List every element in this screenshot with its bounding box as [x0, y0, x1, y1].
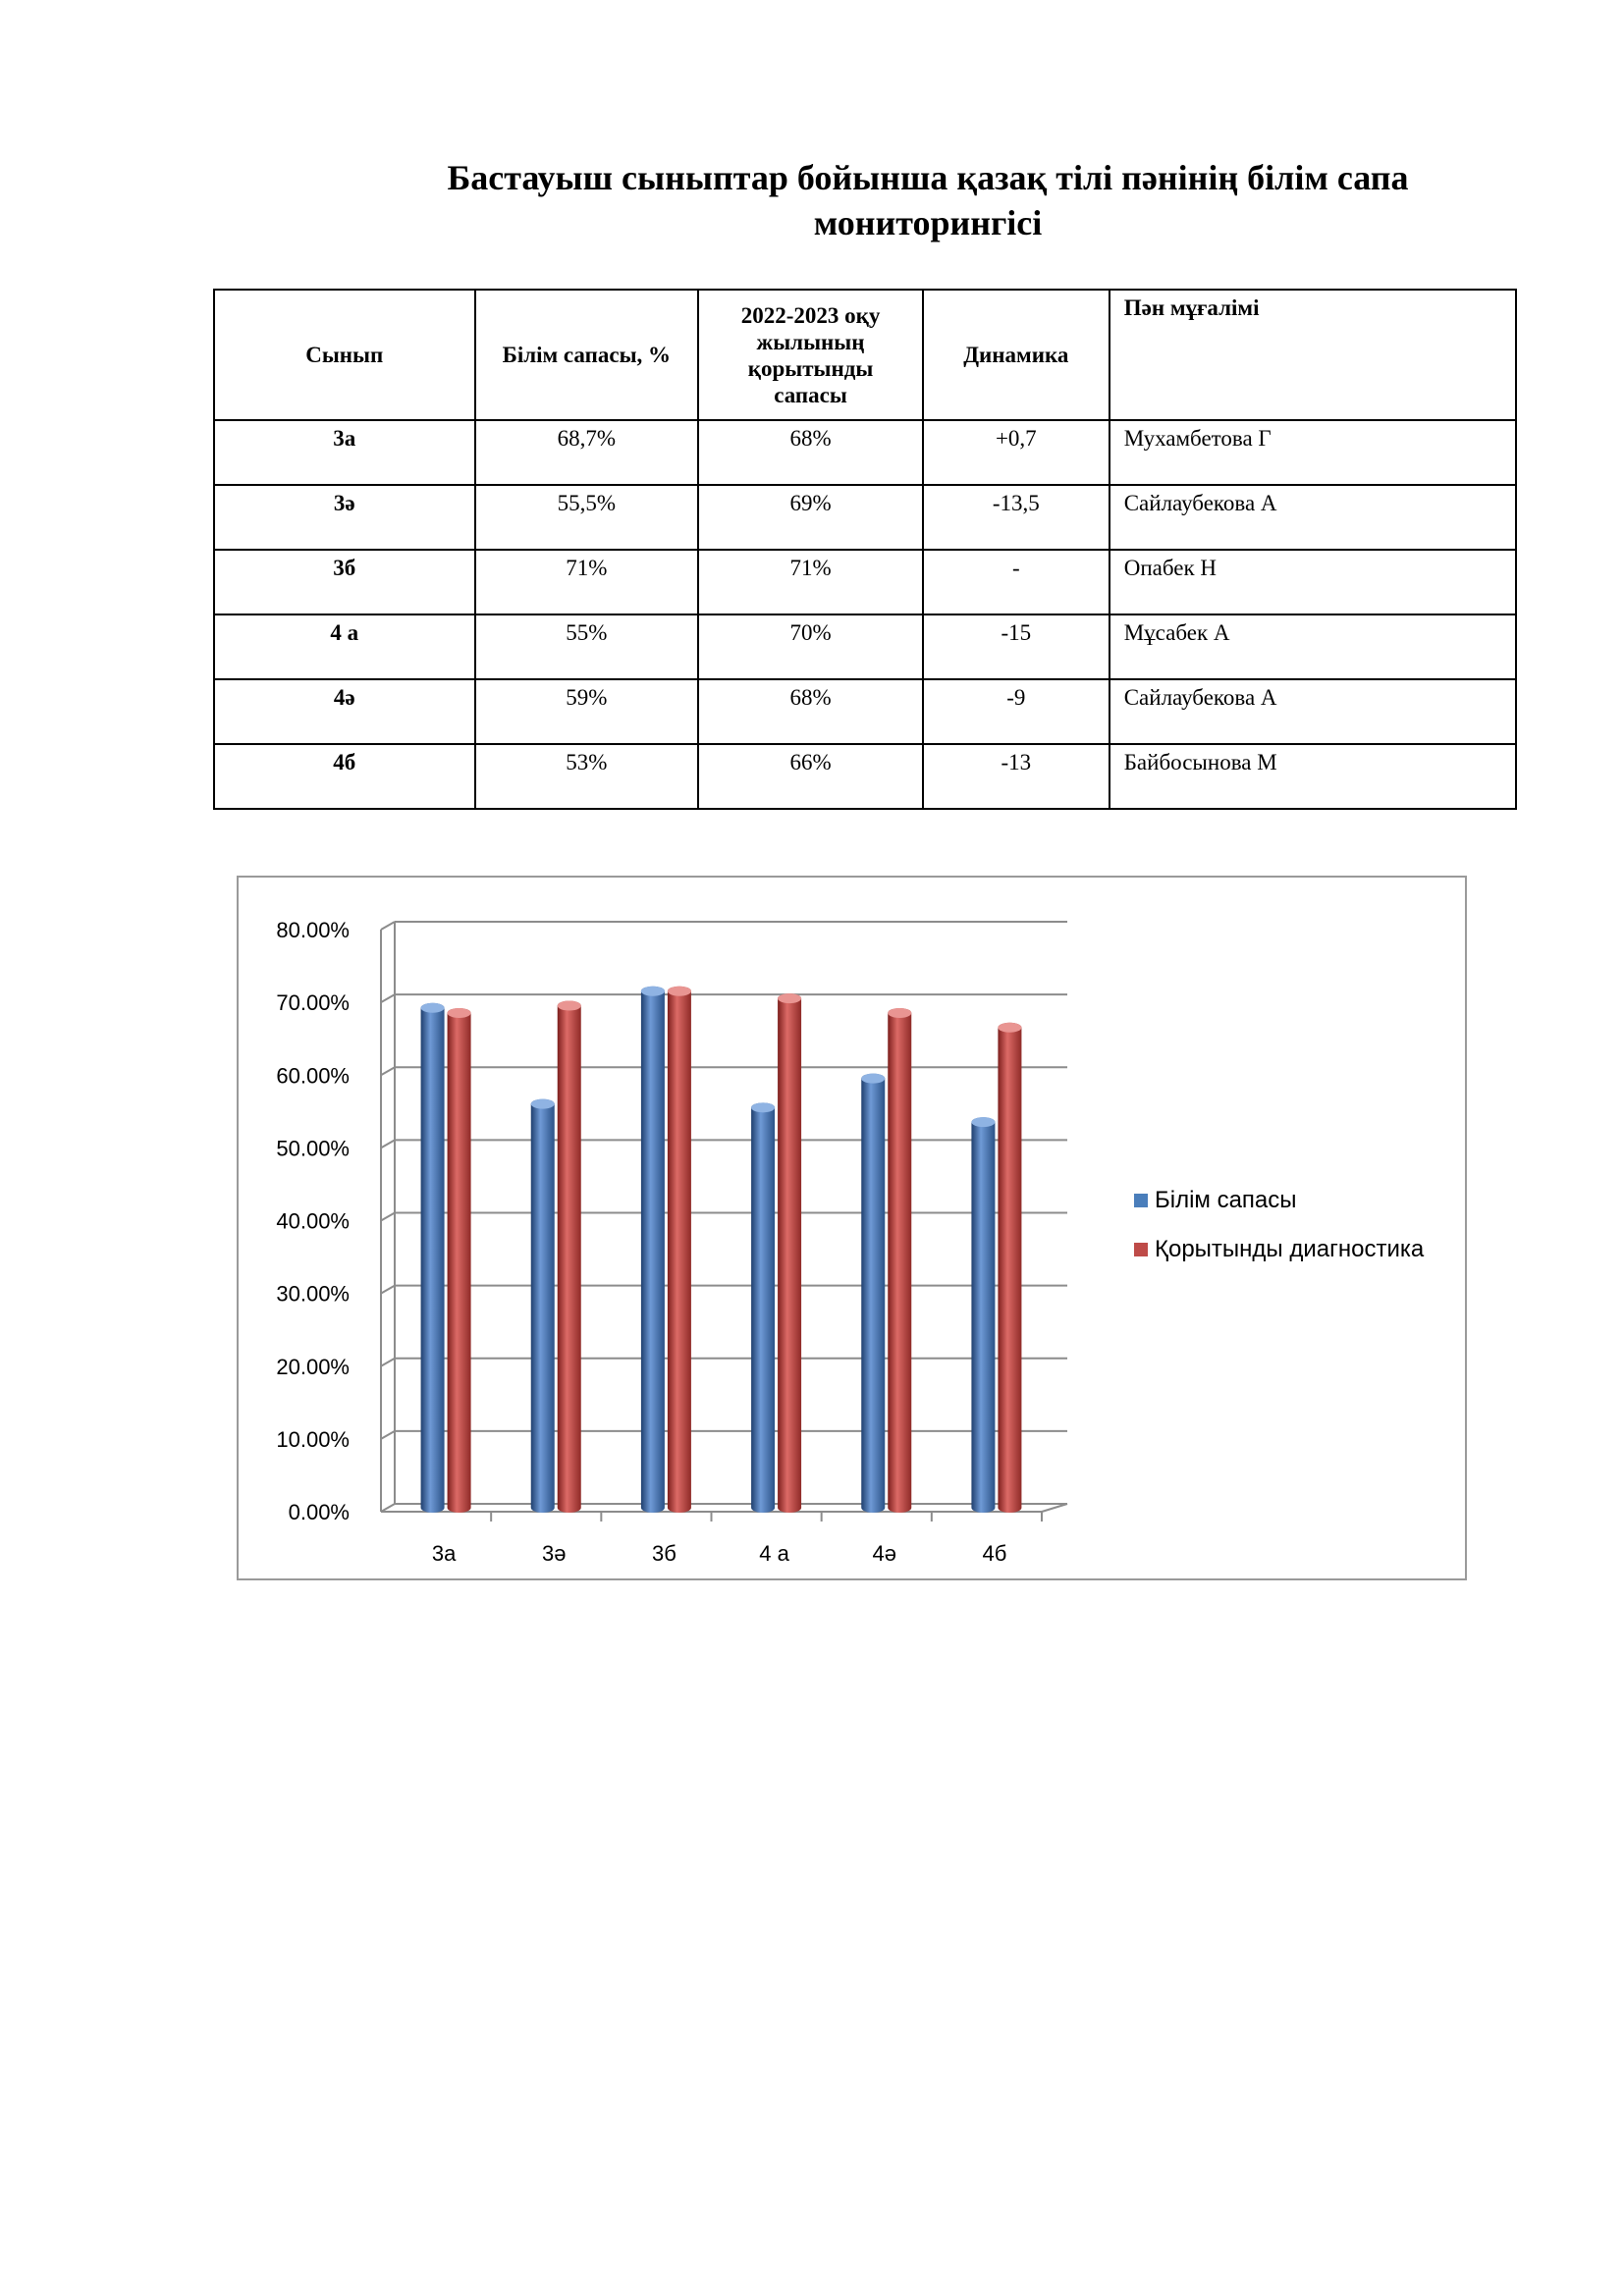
y-tick-label: 0.00%	[288, 1500, 350, 1524]
bar-bilim-sapasy	[531, 1099, 555, 1513]
cell-dynamics: -	[923, 550, 1110, 614]
monitoring-table	[213, 289, 1517, 810]
y-tick-label: 70.00%	[276, 990, 350, 1016]
cell-class: 3б	[214, 550, 475, 614]
header-quality: Білім сапасы, %	[475, 290, 699, 420]
table-row	[214, 550, 1516, 614]
gridline-side	[381, 1286, 395, 1294]
bar-bilim-sapasy	[641, 987, 665, 1513]
cell-final-quality: 68%	[698, 679, 923, 744]
cell-class: 3а	[214, 420, 475, 485]
y-tick-label: 80.00%	[276, 918, 350, 942]
table-row	[214, 744, 1516, 809]
cell-dynamics: +0,7	[923, 420, 1110, 485]
cell-quality: 59%	[475, 679, 699, 744]
y-tick-label: 10.00%	[276, 1426, 350, 1452]
bar-cap	[888, 1008, 911, 1018]
y-tick-label: 50.00%	[276, 1136, 350, 1161]
table-row	[214, 420, 1516, 485]
x-tick-label: 3б	[651, 1541, 677, 1566]
bar-bilim-sapasy	[861, 1074, 885, 1513]
cell-class: 4 а	[214, 614, 475, 679]
document-title: Бастауыш сыныптар бойынша қазақ тілі пәнінің білім сапа мониторингісі	[447, 158, 1409, 242]
bar-qorytyndy-diagnostika	[558, 1001, 581, 1513]
bar-bilim-sapasy	[971, 1117, 995, 1513]
y-tick-label: 20.00%	[276, 1354, 350, 1379]
cell-quality: 53%	[475, 744, 699, 809]
cell-dynamics: -13,5	[923, 485, 1110, 550]
cell-class: 4б	[214, 744, 475, 809]
bar-cap	[778, 993, 801, 1003]
x-tick-label: 4ә	[872, 1541, 896, 1566]
gridline-side	[381, 1359, 395, 1366]
bar-chart	[239, 878, 1469, 1582]
gridline-side	[381, 1067, 395, 1075]
gridline-side	[381, 1140, 395, 1148]
cell-teacher: Байбосынова М	[1110, 744, 1516, 809]
cell-class: 3ә	[214, 485, 475, 550]
gridline-side	[381, 922, 395, 930]
cell-quality: 71%	[475, 550, 699, 614]
x-tick-label: 3а	[431, 1541, 457, 1566]
bar-bilim-sapasy	[751, 1102, 775, 1513]
gridline-side	[381, 1213, 395, 1221]
cell-dynamics: -9	[923, 679, 1110, 744]
bar-cap	[448, 1008, 471, 1018]
bar-bilim-sapasy	[421, 1003, 445, 1513]
bar-cap	[558, 1001, 581, 1011]
gridline-side	[381, 1431, 395, 1439]
cell-quality: 55%	[475, 614, 699, 679]
cell-dynamics: -15	[923, 614, 1110, 679]
cell-teacher: Мұсабек А	[1110, 614, 1516, 679]
cell-teacher: Мухамбетова Г	[1110, 420, 1516, 485]
table-header-row	[214, 290, 1516, 420]
bar-cap	[531, 1099, 555, 1109]
header-final-quality: 2022-2023 оқу жылының қорытынды сапасы	[698, 290, 923, 420]
legend-label: Қорытынды диагностика	[1155, 1236, 1425, 1262]
header-teacher: Пән мұғалімі	[1110, 290, 1516, 420]
table-row	[214, 679, 1516, 744]
bar-cap	[971, 1117, 995, 1127]
table-row	[214, 485, 1516, 550]
y-tick-label: 40.00%	[276, 1208, 350, 1234]
gridline-side	[381, 1504, 395, 1512]
cell-final-quality: 69%	[698, 485, 923, 550]
bar-qorytyndy-diagnostika	[778, 993, 801, 1513]
cell-teacher: Сайлаубекова А	[1110, 679, 1516, 744]
cell-class: 4ә	[214, 679, 475, 744]
cell-teacher: Опабек Н	[1110, 550, 1516, 614]
chart-container	[237, 876, 1467, 1580]
bar-qorytyndy-diagnostika	[668, 987, 691, 1513]
cell-final-quality: 71%	[698, 550, 923, 614]
cell-final-quality: 66%	[698, 744, 923, 809]
cell-quality: 55,5%	[475, 485, 699, 550]
bar-cap	[668, 987, 691, 996]
cell-quality: 68,7%	[475, 420, 699, 485]
bar-cap	[751, 1102, 775, 1112]
x-tick-label: 4б	[982, 1541, 1007, 1566]
x-tick-label: 3ә	[542, 1541, 567, 1566]
legend-swatch	[1134, 1194, 1148, 1207]
bar-cap	[641, 987, 665, 996]
gridline-side	[381, 994, 395, 1002]
cell-dynamics: -13	[923, 744, 1110, 809]
bar-cap	[998, 1023, 1021, 1033]
bar-cap	[861, 1074, 885, 1084]
legend-label: Білім сапасы	[1155, 1187, 1297, 1213]
x-tick-label: 4 а	[759, 1541, 789, 1566]
header-class: Сынып	[214, 290, 475, 420]
legend-swatch	[1134, 1243, 1148, 1256]
y-tick-label: 30.00%	[276, 1281, 350, 1307]
cell-final-quality: 68%	[698, 420, 923, 485]
bar-qorytyndy-diagnostika	[448, 1008, 471, 1513]
cell-final-quality: 70%	[698, 614, 923, 679]
bar-cap	[421, 1003, 445, 1013]
header-dynamics: Динамика	[923, 290, 1110, 420]
x-axis-side	[1042, 1504, 1067, 1512]
bar-qorytyndy-diagnostika	[888, 1008, 911, 1513]
table-row	[214, 614, 1516, 679]
cell-teacher: Сайлаубекова А	[1110, 485, 1516, 550]
bar-qorytyndy-diagnostika	[998, 1023, 1021, 1513]
y-tick-label: 60.00%	[276, 1063, 350, 1089]
